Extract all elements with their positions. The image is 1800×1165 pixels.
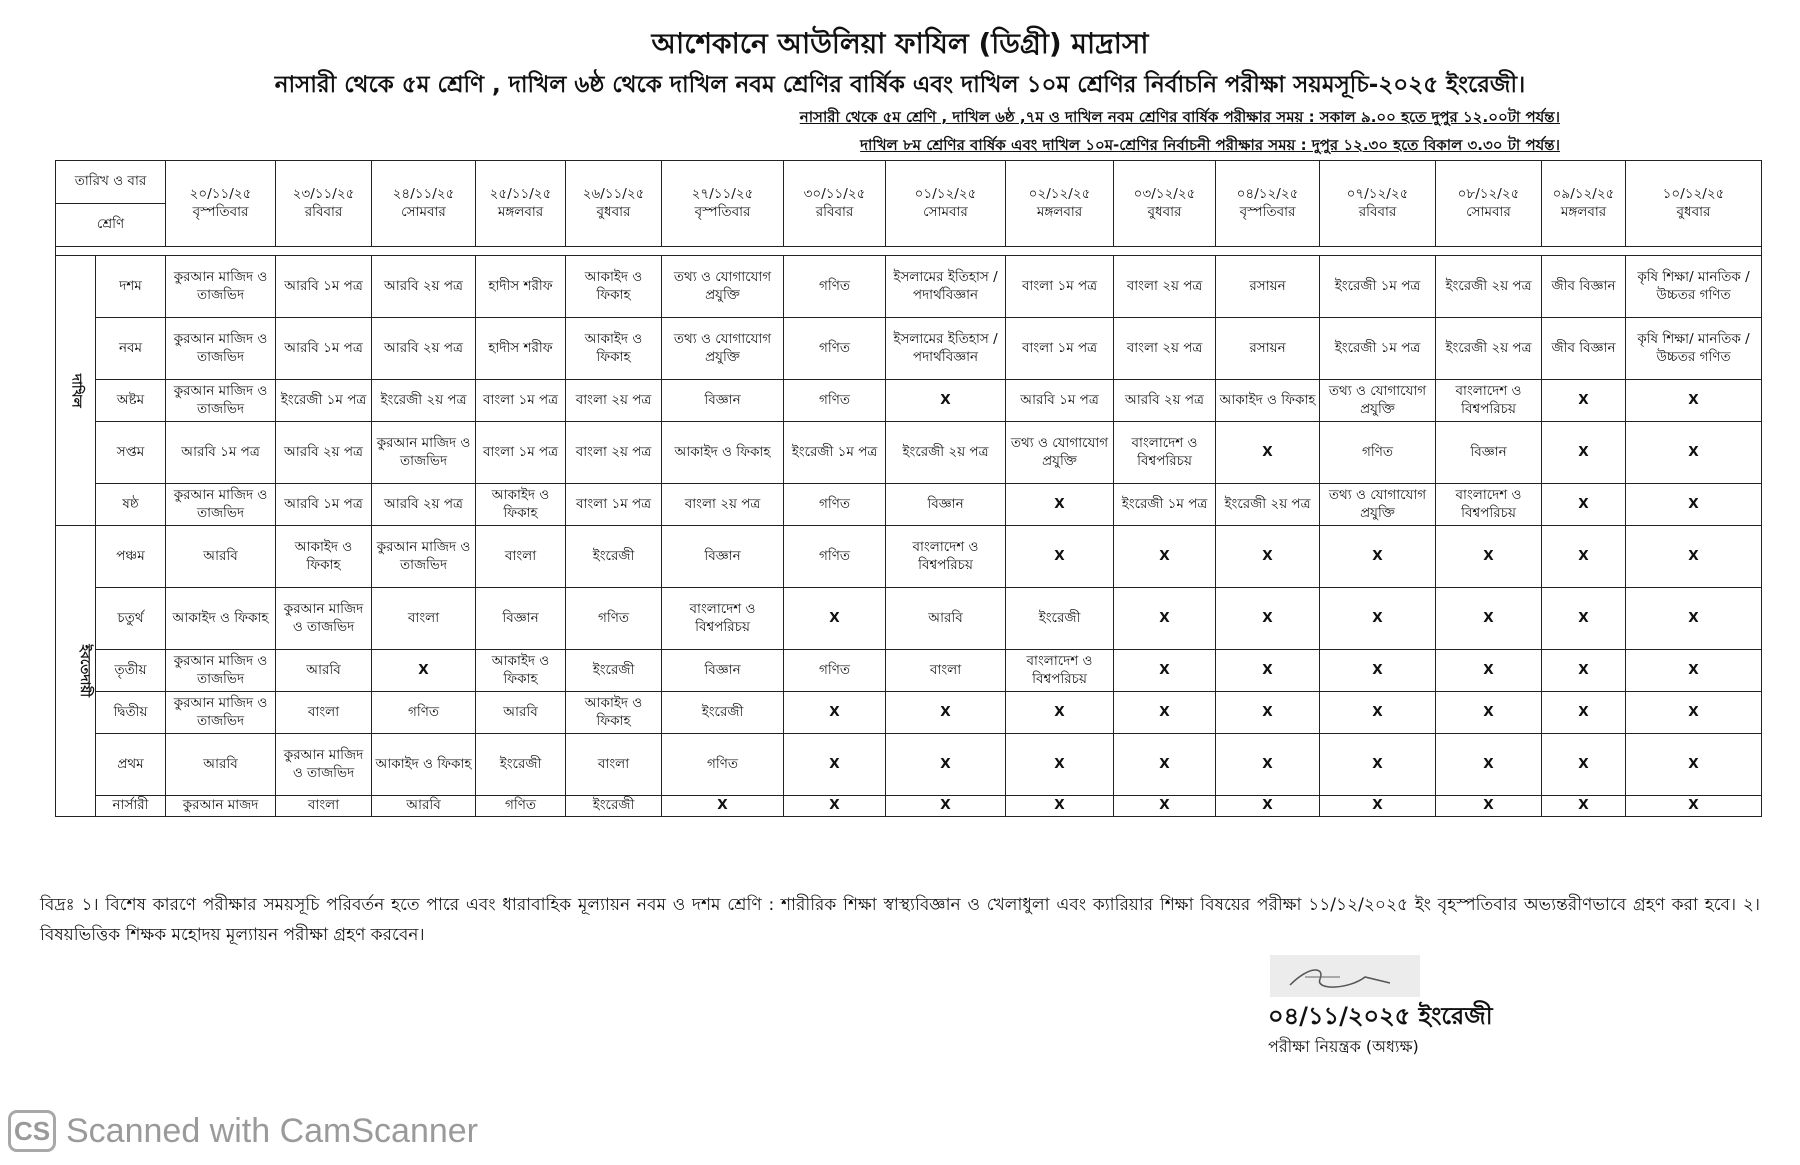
subject-cell: বিজ্ঞান bbox=[476, 588, 566, 650]
subject-cell: জীব বিজ্ঞান bbox=[1542, 318, 1626, 380]
signature-date: ০৪/১১/২০২৫ ইংরেজী bbox=[1268, 1002, 1493, 1030]
subject-cell: বাংলাদেশ ও বিশ্বপরিচয় bbox=[886, 526, 1006, 588]
subject-cell: X bbox=[784, 734, 886, 796]
subject-cell: X bbox=[1626, 484, 1762, 526]
subject-cell: X bbox=[1320, 526, 1436, 588]
subject-cell: X bbox=[1006, 734, 1114, 796]
exam-date: ০১/১২/২৫ bbox=[914, 185, 977, 202]
subject-cell: X bbox=[1542, 526, 1626, 588]
subject-cell: X bbox=[1626, 650, 1762, 692]
subject-cell: বাংলাদেশ ও বিশ্বপরিচয় bbox=[1436, 484, 1542, 526]
camscanner-watermark bbox=[8, 1110, 478, 1152]
subject-cell: বিজ্ঞান bbox=[886, 484, 1006, 526]
subject-cell: বিজ্ঞান bbox=[662, 526, 784, 588]
subject-cell: ইংরেজী bbox=[566, 650, 662, 692]
exam-day: বুধবার bbox=[596, 203, 631, 220]
subject-cell: গণিত bbox=[784, 256, 886, 318]
exam-day: মঙ্গলবার bbox=[1036, 203, 1083, 220]
gap-cell bbox=[56, 247, 1762, 256]
subject-cell: আরবি bbox=[476, 692, 566, 734]
date-header-row bbox=[56, 161, 1762, 204]
subject-cell: ইংরেজী ১ম পত্র bbox=[1320, 318, 1436, 380]
subject-cell: X bbox=[1626, 588, 1762, 650]
subject-cell: X bbox=[1626, 422, 1762, 484]
exam-day: বৃস্পতিবার bbox=[694, 203, 751, 220]
subject-cell: গণিত bbox=[784, 526, 886, 588]
subject-cell: X bbox=[1320, 692, 1436, 734]
subject-cell: X bbox=[1436, 588, 1542, 650]
date-header-cell bbox=[372, 161, 476, 247]
subject-cell: X bbox=[1006, 692, 1114, 734]
subject-cell: আরবি ২য় পত্র bbox=[372, 318, 476, 380]
subject-cell: X bbox=[784, 692, 886, 734]
subject-cell: X bbox=[1216, 526, 1320, 588]
watermark-text: Scanned with CamScanner bbox=[66, 1111, 479, 1150]
subject-cell: গণিত bbox=[566, 588, 662, 650]
class-name: নার্সারী bbox=[96, 796, 166, 817]
subject-cell: কৃষি শিক্ষা/ মানতিক / উচ্চতর গণিত bbox=[1626, 318, 1762, 380]
exam-date: ০৭/১২/২৫ bbox=[1346, 185, 1409, 202]
subject-cell: কুরআন মাজিদ ও তাজভিদ bbox=[276, 734, 372, 796]
subject-cell: X bbox=[1006, 484, 1114, 526]
subject-cell: তথ্য ও যোগাযোগ প্রযুক্তি bbox=[1320, 380, 1436, 422]
class-row bbox=[56, 796, 1762, 817]
subject-cell: X bbox=[1114, 796, 1216, 817]
subject-cell: X bbox=[1216, 734, 1320, 796]
exam-date: ১০/১২/২৫ bbox=[1662, 185, 1725, 202]
date-header-cell bbox=[276, 161, 372, 247]
subject-cell: ইংরেজী ২য় পত্র bbox=[886, 422, 1006, 484]
subject-cell: কুরআন মাজিদ ও তাজভিদ bbox=[166, 650, 276, 692]
subject-cell: ইংরেজী ১ম পত্র bbox=[784, 422, 886, 484]
subject-cell: X bbox=[886, 796, 1006, 817]
subject-cell: আরবি bbox=[166, 526, 276, 588]
class-label: শ্রেণি bbox=[56, 204, 166, 247]
date-header-cell bbox=[1320, 161, 1436, 247]
subject-cell: X bbox=[784, 796, 886, 817]
subject-cell: X bbox=[1436, 796, 1542, 817]
subject-cell: ইংরেজী ১ম পত্র bbox=[1114, 484, 1216, 526]
class-row bbox=[56, 256, 1762, 318]
subject-cell: কুরআন মাজিদ ও তাজভিদ bbox=[166, 256, 276, 318]
exam-day: রবিবার bbox=[1358, 203, 1397, 220]
exam-date: ২৩/১১/২৫ bbox=[292, 185, 355, 202]
class-name: চতুর্থ bbox=[96, 588, 166, 650]
subject-cell: X bbox=[1006, 796, 1114, 817]
subject-cell: আরবি ২য় পত্র bbox=[372, 256, 476, 318]
schedule-subtitle: নাসারী থেকে ৫ম শ্রেণি , দাখিল ৬ষ্ঠ থেকে দাখিল নবম শ্রেণির বার্ষিক এবং দাখিল ১০ম শ্রেণির নির্বাচনি পরীক্ষা সয়মসূচি-২০২৫ ইংরেজী। bbox=[274, 72, 1526, 98]
class-name: নবম bbox=[96, 318, 166, 380]
subject-cell: ইসলামের ইতিহাস /পদার্থবিজ্ঞান bbox=[886, 318, 1006, 380]
subject-cell: হাদীস শরীফ bbox=[476, 318, 566, 380]
subject-cell: X bbox=[662, 796, 784, 817]
subject-cell: X bbox=[1542, 380, 1626, 422]
exam-date: ০৩/১২/২৫ bbox=[1133, 185, 1196, 202]
signature-image bbox=[1270, 955, 1420, 997]
subject-cell: X bbox=[1436, 692, 1542, 734]
subject-cell: X bbox=[1626, 692, 1762, 734]
subject-cell: আরবি bbox=[372, 796, 476, 817]
class-row bbox=[56, 650, 1762, 692]
madrasa-title: আশেকানে আউলিয়া ফাযিল (ডিগ্রী) মাদ্রাসা bbox=[651, 27, 1149, 60]
exam-day: মঙ্গলবার bbox=[497, 203, 544, 220]
class-name: দশম bbox=[96, 256, 166, 318]
subject-cell: আরবি bbox=[276, 650, 372, 692]
subject-cell: X bbox=[1542, 484, 1626, 526]
subject-cell: বাংলা ২য় পত্র bbox=[1114, 318, 1216, 380]
subject-cell: বাংলা bbox=[276, 796, 372, 817]
exam-schedule-table bbox=[55, 160, 1762, 817]
subject-cell: আরবি ১ম পত্র bbox=[276, 256, 372, 318]
subject-cell: বাংলা bbox=[886, 650, 1006, 692]
date-header-cell bbox=[1114, 161, 1216, 247]
subject-cell: X bbox=[1114, 650, 1216, 692]
subject-cell: X bbox=[1626, 796, 1762, 817]
subject-cell: বাংলা ২য় পত্র bbox=[1114, 256, 1216, 318]
subject-cell: কুরআন মাজিদ ও তাজভিদ bbox=[166, 484, 276, 526]
class-name: পঞ্চম bbox=[96, 526, 166, 588]
exam-day: বৃস্পতিবার bbox=[1239, 203, 1296, 220]
camscanner-logo-icon: CS bbox=[8, 1110, 56, 1152]
subject-cell: বাংলা bbox=[476, 526, 566, 588]
subject-cell: হাদীস শরীফ bbox=[476, 256, 566, 318]
subject-cell: বাংলাদেশ ও বিশ্বপরিচয় bbox=[662, 588, 784, 650]
subject-cell: X bbox=[1114, 734, 1216, 796]
exam-day: রবিবার bbox=[815, 203, 854, 220]
subject-cell: X bbox=[1626, 526, 1762, 588]
subject-cell: X bbox=[1320, 734, 1436, 796]
exam-date: ০৪/১২/২৫ bbox=[1236, 185, 1299, 202]
exam-day: মঙ্গলবার bbox=[1560, 203, 1607, 220]
exam-day: রবিবার bbox=[304, 203, 343, 220]
subject-cell: বাংলা ১ম পত্র bbox=[476, 380, 566, 422]
class-name: সপ্তম bbox=[96, 422, 166, 484]
class-row bbox=[56, 588, 1762, 650]
subject-cell: গণিত bbox=[372, 692, 476, 734]
group-name: ইবতেদায়ী bbox=[77, 644, 94, 698]
header-gap bbox=[56, 247, 1762, 256]
subject-cell: তথ্য ও যোগাযোগ প্রযুক্তি bbox=[662, 318, 784, 380]
exam-date: ২৪/১১/২৫ bbox=[392, 185, 455, 202]
subject-cell: বিজ্ঞান bbox=[662, 650, 784, 692]
subject-cell: X bbox=[784, 588, 886, 650]
subject-cell: বাংলা ১ম পত্র bbox=[566, 484, 662, 526]
exam-date: ০৮/১২/২৫ bbox=[1457, 185, 1520, 202]
subject-cell: কুরআন মাজিদ ও তাজভিদ bbox=[166, 380, 276, 422]
subject-cell: আরবি ২য় পত্র bbox=[276, 422, 372, 484]
subject-cell: বিজ্ঞান bbox=[1436, 422, 1542, 484]
exam-date: ৩০/১১/২৫ bbox=[803, 185, 866, 202]
subject-cell: আকাইদ ও ফিকাহ bbox=[476, 484, 566, 526]
subject-cell: ইংরেজী ২য় পত্র bbox=[1216, 484, 1320, 526]
subject-cell: X bbox=[886, 380, 1006, 422]
subject-cell: X bbox=[1626, 734, 1762, 796]
subject-cell: X bbox=[1542, 734, 1626, 796]
subject-cell: X bbox=[1114, 588, 1216, 650]
subject-cell: X bbox=[1436, 526, 1542, 588]
subject-cell: গণিত bbox=[784, 650, 886, 692]
group-label bbox=[56, 256, 96, 526]
subject-cell: বিজ্ঞান bbox=[662, 380, 784, 422]
subject-cell: X bbox=[1436, 650, 1542, 692]
subject-cell: আরবি ১ম পত্র bbox=[166, 422, 276, 484]
subject-cell: আকাইদ ও ফিকাহ bbox=[476, 650, 566, 692]
subject-cell: ইংরেজী ২য় পত্র bbox=[1436, 256, 1542, 318]
exam-time-line-2: দাখিল ৮ম শ্রেণির বার্ষিক এবং দাখিল ১০ম-শ্রেণির নির্বাচনী পরীক্ষার সময় : দুপুর ১২.৩০ হতে বিকাল ৩.৩০ টা পর্যন্ত। bbox=[860, 136, 1560, 154]
subject-cell: বাংলা ১ম পত্র bbox=[1006, 318, 1114, 380]
footnote: বিদ্রঃ ১। বিশেষ কারণে পরীক্ষার সময়সূচি পরিবর্তন হতে পারে এবং ধারাবাহিক মূল্যায়ন নবম ও দশম শ্রেণি : শারীরিক শিক্ষা স্বাস্থ্যবিজ্ঞান ও খেলাধুলা এবং ক্যারিয়ার শিক্ষা বিষয়ের পরীক্ষা ১১/১২/২০২৫ ইং বৃহস্পতিবার অভ্যন্তরীণভাবে গ্রহণ করা হবে। ২। বিষয়ভিত্তিক শিক্ষক মহোদয় মূল্যায়ন পরীক্ষা গ্রহণ করবেন। bbox=[40, 895, 1760, 945]
subject-cell: রসায়ন bbox=[1216, 318, 1320, 380]
subject-cell: কুরআন মাজিদ ও তাজভিদ bbox=[372, 422, 476, 484]
subject-cell: রসায়ন bbox=[1216, 256, 1320, 318]
subject-cell: গণিত bbox=[476, 796, 566, 817]
subject-cell: X bbox=[1542, 422, 1626, 484]
subject-cell: ইংরেজী ২য় পত্র bbox=[1436, 318, 1542, 380]
exam-day: সোমবার bbox=[1466, 203, 1511, 220]
subject-cell: আকাইদ ও ফিকাহ bbox=[372, 734, 476, 796]
subject-cell: কুরআন মাজিদ ও তাজভিদ bbox=[166, 692, 276, 734]
subject-cell: গণিত bbox=[784, 318, 886, 380]
subject-cell: আরবি ২য় পত্র bbox=[372, 484, 476, 526]
subject-cell: X bbox=[1006, 526, 1114, 588]
exam-day: বৃস্পতিবার bbox=[192, 203, 249, 220]
subject-cell: আকাইদ ও ফিকাহ bbox=[566, 692, 662, 734]
subject-cell: গণিত bbox=[784, 380, 886, 422]
class-row bbox=[56, 422, 1762, 484]
subject-cell: বাংলা ১ম পত্র bbox=[476, 422, 566, 484]
date-header-cell bbox=[662, 161, 784, 247]
group-name: দাখিল bbox=[68, 373, 85, 408]
subject-cell: X bbox=[1542, 588, 1626, 650]
subject-cell: X bbox=[1542, 796, 1626, 817]
subject-cell: X bbox=[1216, 796, 1320, 817]
subject-cell: গণিত bbox=[662, 734, 784, 796]
exam-date: ০২/১২/২৫ bbox=[1028, 185, 1091, 202]
subject-cell: X bbox=[1114, 526, 1216, 588]
subject-cell: বাংলাদেশ ও বিশ্বপরিচয় bbox=[1006, 650, 1114, 692]
subject-cell: ইংরেজী bbox=[566, 796, 662, 817]
subject-cell: কুরআন মাজদ bbox=[166, 796, 276, 817]
subject-cell: X bbox=[1216, 588, 1320, 650]
date-header-cell bbox=[1216, 161, 1320, 247]
subject-cell: কৃষি শিক্ষা/ মানতিক / উচ্চতর গণিত bbox=[1626, 256, 1762, 318]
class-row bbox=[56, 318, 1762, 380]
subject-cell: বাংলা bbox=[372, 588, 476, 650]
class-name: ষষ্ঠ bbox=[96, 484, 166, 526]
subject-cell: X bbox=[1216, 692, 1320, 734]
class-row bbox=[56, 734, 1762, 796]
subject-cell: কুরআন মাজিদ ও তাজভিদ bbox=[372, 526, 476, 588]
subject-cell: X bbox=[1216, 422, 1320, 484]
subject-cell: X bbox=[1542, 650, 1626, 692]
subject-cell: X bbox=[1114, 692, 1216, 734]
subject-cell: ইংরেজী bbox=[662, 692, 784, 734]
exam-date: ২৫/১১/২৫ bbox=[489, 185, 552, 202]
class-name: অষ্টম bbox=[96, 380, 166, 422]
exam-date: ০৯/১২/২৫ bbox=[1552, 185, 1615, 202]
date-day-label: তারিখ ও বার bbox=[56, 161, 166, 204]
class-row bbox=[56, 526, 1762, 588]
subject-cell: তথ্য ও যোগাযোগ প্রযুক্তি bbox=[1320, 484, 1436, 526]
subject-cell: আরবি ১ম পত্র bbox=[1006, 380, 1114, 422]
subject-cell: X bbox=[1626, 380, 1762, 422]
class-row bbox=[56, 692, 1762, 734]
subject-cell: ইংরেজী ১ম পত্র bbox=[1320, 256, 1436, 318]
date-header-cell bbox=[1626, 161, 1762, 247]
subject-cell: X bbox=[1320, 588, 1436, 650]
subject-cell: X bbox=[886, 734, 1006, 796]
subject-cell: X bbox=[1320, 650, 1436, 692]
subject-cell: বাংলা bbox=[566, 734, 662, 796]
subject-cell: জীব বিজ্ঞান bbox=[1542, 256, 1626, 318]
subject-cell: আকাইদ ও ফিকাহ bbox=[566, 256, 662, 318]
subject-cell: আকাইদ ও ফিকাহ bbox=[1216, 380, 1320, 422]
date-header-cell bbox=[476, 161, 566, 247]
date-header-cell bbox=[166, 161, 276, 247]
subject-cell: X bbox=[886, 692, 1006, 734]
exam-date: ২৬/১১/২৫ bbox=[582, 185, 645, 202]
class-name: দ্বিতীয় bbox=[96, 692, 166, 734]
subject-cell: বাংলাদেশ ও বিশ্বপরিচয় bbox=[1114, 422, 1216, 484]
subject-cell: কুরআন মাজিদ ও তাজভিদ bbox=[276, 588, 372, 650]
class-name: প্রথম bbox=[96, 734, 166, 796]
group-label bbox=[56, 526, 96, 817]
subject-cell: ইংরেজী bbox=[476, 734, 566, 796]
exam-date: ২৭/১১/২৫ bbox=[691, 185, 754, 202]
exam-day: সোমবার bbox=[401, 203, 446, 220]
subject-cell: বাংলা bbox=[276, 692, 372, 734]
subject-cell: বাংলা ২য় পত্র bbox=[566, 422, 662, 484]
subject-cell: আরবি bbox=[166, 734, 276, 796]
subject-cell: আরবি ১ম পত্র bbox=[276, 318, 372, 380]
subject-cell: আরবি ২য় পত্র bbox=[1114, 380, 1216, 422]
subject-cell: তথ্য ও যোগাযোগ প্রযুক্তি bbox=[1006, 422, 1114, 484]
exam-time-line-1: নাসারী থেকে ৫ম শ্রেণি , দাখিল ৬ষ্ঠ ,৭ম ও দাখিল নবম শ্রেণির বার্ষিক পরীক্ষার সময় : সকাল ৯.০০ হতে দুপুর ১২.০০টা পর্যন্ত। bbox=[799, 108, 1560, 126]
subject-cell: আরবি bbox=[886, 588, 1006, 650]
subject-cell: আকাইদ ও ফিকাহ bbox=[276, 526, 372, 588]
exam-day: বুধবার bbox=[1676, 203, 1711, 220]
date-header-cell bbox=[1542, 161, 1626, 247]
date-header-cell bbox=[784, 161, 886, 247]
subject-cell: বাংলা ২য় পত্র bbox=[662, 484, 784, 526]
subject-cell: আকাইদ ও ফিকাহ bbox=[662, 422, 784, 484]
subject-cell: X bbox=[1542, 692, 1626, 734]
subject-cell: বাংলাদেশ ও বিশ্বপরিচয় bbox=[1436, 380, 1542, 422]
subject-cell: ইংরেজী ২য় পত্র bbox=[372, 380, 476, 422]
date-header-cell bbox=[1436, 161, 1542, 247]
date-header-cell bbox=[566, 161, 662, 247]
date-header-cell bbox=[886, 161, 1006, 247]
subject-cell: ইংরেজী ১ম পত্র bbox=[276, 380, 372, 422]
exam-day: বুধবার bbox=[1147, 203, 1182, 220]
subject-cell: ইংরেজী bbox=[566, 526, 662, 588]
subject-cell: বাংলা ১ম পত্র bbox=[1006, 256, 1114, 318]
date-header-cell bbox=[1006, 161, 1114, 247]
subject-cell: গণিত bbox=[1320, 422, 1436, 484]
exam-day: সোমবার bbox=[923, 203, 968, 220]
subject-cell: কুরআন মাজিদ ও তাজভিদ bbox=[166, 318, 276, 380]
signature-role: পরীক্ষা নিয়ন্ত্রক (অধ্যক্ষ) bbox=[1268, 1037, 1419, 1056]
subject-cell: আরবি ১ম পত্র bbox=[276, 484, 372, 526]
class-row bbox=[56, 380, 1762, 422]
exam-date: ২০/১১/২৫ bbox=[189, 185, 252, 202]
subject-cell: আকাইদ ও ফিকাহ bbox=[566, 318, 662, 380]
subject-cell: ইসলামের ইতিহাস /পদার্থবিজ্ঞান bbox=[886, 256, 1006, 318]
subject-cell: X bbox=[1436, 734, 1542, 796]
subject-cell: তথ্য ও যোগাযোগ প্রযুক্তি bbox=[662, 256, 784, 318]
class-name: তৃতীয় bbox=[96, 650, 166, 692]
subject-cell: X bbox=[1320, 796, 1436, 817]
subject-cell: গণিত bbox=[784, 484, 886, 526]
subject-cell: X bbox=[1216, 650, 1320, 692]
class-row bbox=[56, 484, 1762, 526]
subject-cell: আকাইদ ও ফিকাহ bbox=[166, 588, 276, 650]
subject-cell: X bbox=[372, 650, 476, 692]
subject-cell: ইংরেজী bbox=[1006, 588, 1114, 650]
subject-cell: বাংলা ২য় পত্র bbox=[566, 380, 662, 422]
